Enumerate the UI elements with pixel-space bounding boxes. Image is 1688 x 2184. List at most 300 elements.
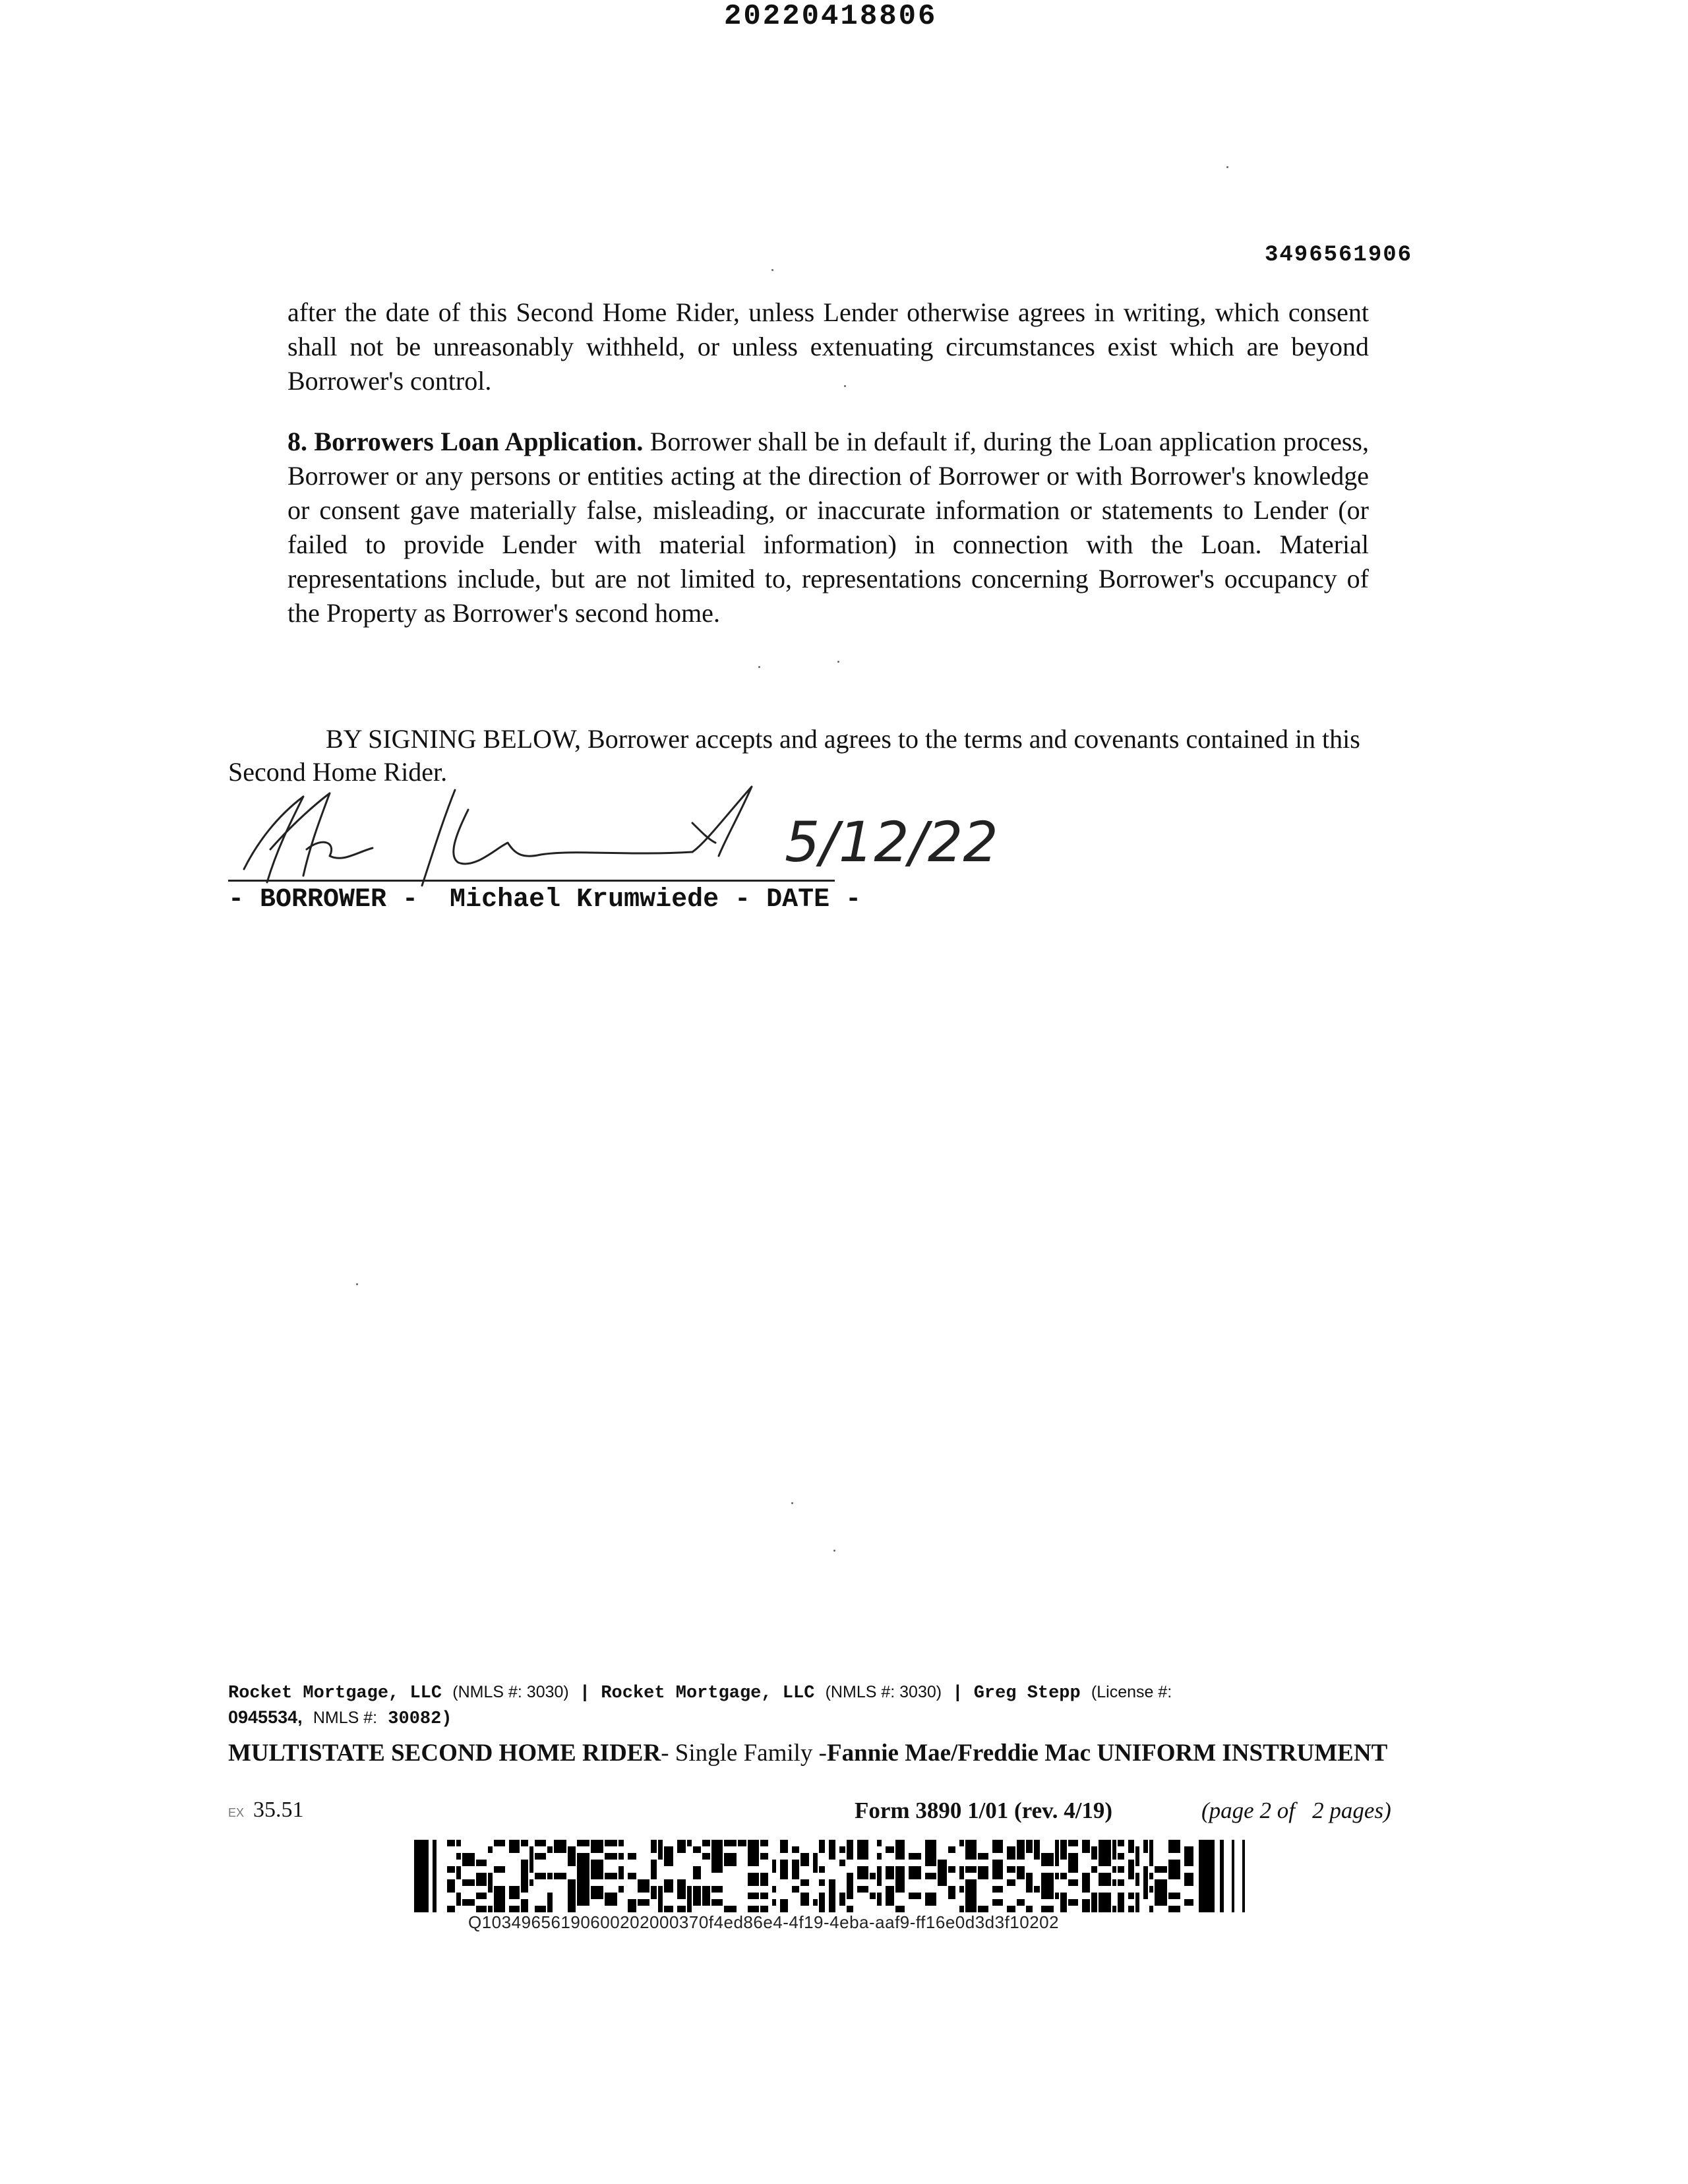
barcode-module bbox=[792, 1873, 799, 1879]
barcode-module bbox=[839, 1846, 845, 1853]
barcode-module bbox=[724, 1906, 737, 1912]
barcode-module bbox=[877, 1873, 882, 1879]
barcode-module bbox=[965, 1899, 977, 1906]
barcode-module bbox=[780, 1906, 788, 1912]
barcode-module bbox=[1091, 1906, 1097, 1912]
barcode-module bbox=[748, 1879, 759, 1886]
barcode-module bbox=[1168, 1840, 1180, 1846]
barcode-module bbox=[1041, 1879, 1054, 1886]
barcode-module bbox=[693, 1886, 701, 1893]
barcode-module bbox=[1007, 1853, 1015, 1860]
barcode-module bbox=[1155, 1893, 1167, 1899]
barcode-module bbox=[813, 1860, 818, 1866]
barcode-module bbox=[760, 1879, 768, 1886]
barcode-module bbox=[819, 1906, 825, 1912]
barcode-module bbox=[1135, 1853, 1139, 1860]
barcode-module bbox=[1060, 1893, 1067, 1899]
barcode-module bbox=[992, 1860, 1003, 1866]
barcode-module bbox=[529, 1879, 533, 1886]
barcode-module bbox=[829, 1906, 835, 1912]
barcode-module bbox=[1118, 1853, 1124, 1860]
barcode-module bbox=[819, 1893, 825, 1899]
barcode-module bbox=[1168, 1860, 1180, 1866]
lender-name-2: Rocket Mortgage, LLC bbox=[601, 1684, 815, 1703]
barcode-module bbox=[1091, 1846, 1097, 1853]
barcode-module bbox=[462, 1853, 475, 1860]
barcode-module bbox=[1060, 1906, 1067, 1912]
barcode-module bbox=[857, 1853, 868, 1860]
barcode-module bbox=[992, 1866, 1003, 1873]
barcode-module bbox=[488, 1873, 493, 1879]
barcode-module bbox=[877, 1899, 882, 1906]
barcode-module bbox=[748, 1873, 759, 1879]
barcode-module bbox=[1128, 1860, 1134, 1866]
barcode-module bbox=[1128, 1906, 1134, 1912]
barcode-module bbox=[677, 1840, 686, 1846]
barcode-module bbox=[577, 1853, 589, 1860]
barcode-module bbox=[948, 1846, 955, 1853]
barcode-module bbox=[456, 1899, 461, 1906]
barcode-module bbox=[1168, 1846, 1180, 1853]
barcode-module bbox=[829, 1899, 835, 1906]
barcode-module bbox=[711, 1886, 723, 1893]
barcode-module bbox=[591, 1860, 603, 1866]
barcode-module bbox=[938, 1879, 947, 1886]
barcode-module bbox=[1128, 1840, 1134, 1846]
barcode-module bbox=[651, 1886, 657, 1893]
barcode-module bbox=[886, 1866, 894, 1873]
barcode-module bbox=[877, 1853, 882, 1860]
form-title-subtype: - Single Family - bbox=[661, 1740, 827, 1767]
barcode-module bbox=[521, 1879, 528, 1886]
barcode-module bbox=[554, 1846, 566, 1853]
barcode-module bbox=[628, 1906, 636, 1912]
barcode-module bbox=[1034, 1840, 1040, 1846]
barcode-module bbox=[591, 1893, 603, 1899]
barcode-module bbox=[1149, 1840, 1153, 1846]
barcode-module bbox=[509, 1893, 520, 1899]
barcode-module bbox=[509, 1906, 520, 1912]
barcode-module bbox=[1118, 1879, 1124, 1886]
barcode-module bbox=[886, 1893, 894, 1899]
barcode-module bbox=[488, 1879, 493, 1886]
scan-speck bbox=[844, 385, 846, 387]
barcode-module bbox=[895, 1846, 905, 1853]
barcode-module bbox=[1099, 1873, 1111, 1879]
barcode-module bbox=[829, 1879, 835, 1886]
form-title-instrument: Fannie Mae/Freddie Mac UNIFORM INSTRUMENT bbox=[827, 1740, 1388, 1767]
barcode-module bbox=[760, 1840, 768, 1846]
barcode-module bbox=[925, 1893, 936, 1899]
barcode-module bbox=[857, 1846, 868, 1853]
barcode-module bbox=[780, 1873, 788, 1879]
barcode-module bbox=[456, 1853, 461, 1860]
barcode-module bbox=[702, 1893, 710, 1899]
barcode-module bbox=[456, 1866, 461, 1873]
barcode-module bbox=[748, 1846, 759, 1853]
barcode-module bbox=[877, 1879, 882, 1886]
barcode-module bbox=[535, 1840, 546, 1846]
page-info: (page 2 of 2 pages) bbox=[1201, 1798, 1391, 1823]
barcode-module bbox=[877, 1866, 882, 1873]
barcode-module bbox=[605, 1840, 617, 1846]
barcode-module bbox=[1118, 1866, 1124, 1873]
barcode-module bbox=[476, 1879, 487, 1886]
barcode-module bbox=[577, 1879, 589, 1886]
barcode-module bbox=[568, 1899, 576, 1906]
barcode-module bbox=[1041, 1853, 1054, 1860]
barcode-module bbox=[1112, 1853, 1116, 1860]
barcode-module bbox=[476, 1873, 487, 1879]
barcode-module bbox=[618, 1886, 624, 1893]
barcode-module bbox=[1034, 1853, 1040, 1860]
barcode-module bbox=[605, 1873, 617, 1879]
barcode-module bbox=[1155, 1886, 1167, 1893]
barcode-module bbox=[577, 1860, 589, 1866]
barcode-module bbox=[702, 1840, 710, 1846]
barcode-module bbox=[1184, 1846, 1193, 1853]
barcode-module bbox=[651, 1846, 657, 1853]
barcode-module bbox=[1041, 1893, 1054, 1899]
barcode-module bbox=[577, 1873, 589, 1879]
barcode-module bbox=[702, 1899, 710, 1906]
barcode-module bbox=[959, 1873, 964, 1879]
barcode-module bbox=[724, 1860, 737, 1866]
barcode-module bbox=[711, 1860, 723, 1866]
barcode-module bbox=[813, 1866, 818, 1873]
barcode-module bbox=[1055, 1873, 1059, 1879]
barcode-module bbox=[488, 1906, 493, 1912]
barcode-module bbox=[618, 1853, 624, 1860]
section-8-paragraph bbox=[287, 425, 1369, 630]
barcode-module bbox=[839, 1860, 845, 1866]
footer-lender-info: Rocket Mortgage, LLC (NMLS #: 3030) | Rocket Mortgage, LLC (NMLS #: 3030) | Greg Stepp (License #: 0945534, NMLS #: 30082) bbox=[228, 1683, 1172, 1729]
barcode-module bbox=[687, 1893, 692, 1899]
barcode-module bbox=[965, 1893, 977, 1899]
barcode-module bbox=[1017, 1866, 1025, 1873]
barcode-module bbox=[1118, 1899, 1124, 1906]
barcode-module bbox=[839, 1899, 845, 1906]
barcode-module bbox=[886, 1846, 894, 1853]
scan-speck bbox=[771, 269, 773, 271]
barcode-module bbox=[509, 1840, 520, 1846]
barcode-module bbox=[488, 1846, 493, 1853]
barcode-module bbox=[618, 1866, 624, 1873]
barcode-module bbox=[1135, 1860, 1139, 1866]
barcode-module bbox=[693, 1873, 701, 1879]
barcode-module bbox=[651, 1840, 657, 1846]
barcode-module bbox=[687, 1886, 692, 1893]
barcode-module bbox=[1149, 1846, 1153, 1853]
barcode-module bbox=[948, 1866, 955, 1873]
barcode-module bbox=[1143, 1840, 1148, 1846]
barcode-module bbox=[877, 1893, 882, 1899]
barcode-module bbox=[568, 1860, 576, 1866]
barcode-module bbox=[658, 1840, 663, 1846]
barcode-module bbox=[1055, 1893, 1059, 1899]
barcode-module bbox=[748, 1906, 759, 1912]
barcode-module bbox=[1034, 1886, 1040, 1893]
barcode-module bbox=[577, 1899, 589, 1906]
barcode-module bbox=[938, 1866, 947, 1873]
barcode-module bbox=[1143, 1879, 1148, 1886]
barcode-module bbox=[1017, 1873, 1025, 1879]
barcode-module bbox=[847, 1879, 853, 1886]
barcode-module bbox=[938, 1873, 947, 1879]
loan-number: 3496561906 bbox=[1265, 243, 1413, 268]
barcode-module bbox=[1026, 1879, 1033, 1886]
barcode-module bbox=[1184, 1873, 1193, 1879]
barcode-module bbox=[772, 1860, 776, 1866]
barcode-module bbox=[547, 1906, 553, 1912]
section-8-text: Borrower shall be in default if, during the Loan application process, Borrower or any persons or entities acting at the direction of Borrower or with Borrower's knowledge or consent gave materially false, misleading, or inaccurate information or statements to Lender (or failed to provide Lender with material information) in connection with the Loan. Material representations include, but are not limited to, representations concerning Borrower's occupancy of the Property as Borrower's second home. bbox=[287, 427, 1369, 628]
barcode-module bbox=[819, 1879, 825, 1886]
scan-speck bbox=[758, 666, 760, 668]
barcode-module bbox=[1068, 1866, 1078, 1873]
barcode-module bbox=[738, 1840, 746, 1846]
barcode-module bbox=[677, 1879, 686, 1886]
barcode-module bbox=[1184, 1853, 1193, 1860]
barcode-module bbox=[462, 1899, 475, 1906]
barcode-module bbox=[1068, 1899, 1078, 1906]
barcode-module bbox=[591, 1840, 603, 1846]
barcode-module bbox=[813, 1853, 818, 1860]
barcode-module bbox=[1091, 1866, 1097, 1873]
barcode-module bbox=[1184, 1899, 1193, 1906]
barcode-module bbox=[819, 1866, 825, 1873]
barcode-module bbox=[605, 1893, 617, 1899]
barcode-module bbox=[1068, 1879, 1078, 1886]
barcode-module bbox=[651, 1893, 657, 1899]
barcode-module bbox=[886, 1886, 894, 1893]
barcode-module bbox=[965, 1866, 977, 1873]
barcode-module bbox=[521, 1840, 528, 1846]
barcode-module bbox=[1091, 1853, 1097, 1860]
barcode-module bbox=[577, 1840, 589, 1846]
barcode-module bbox=[591, 1886, 603, 1893]
barcode-module bbox=[651, 1873, 657, 1879]
barcode-module bbox=[847, 1846, 853, 1853]
barcode-module bbox=[1068, 1860, 1078, 1866]
barcode-module bbox=[1143, 1866, 1148, 1873]
barcode-module bbox=[1055, 1846, 1059, 1853]
barcode-module bbox=[886, 1899, 894, 1906]
barcode-module bbox=[819, 1840, 825, 1846]
barcode-module bbox=[547, 1873, 553, 1879]
section-8-body bbox=[287, 425, 1369, 630]
barcode-module bbox=[1055, 1853, 1059, 1860]
barcode-module bbox=[895, 1873, 905, 1879]
barcode-module bbox=[748, 1893, 759, 1899]
barcode-module bbox=[895, 1853, 905, 1860]
barcode-module bbox=[658, 1893, 663, 1899]
barcode-module bbox=[638, 1886, 649, 1893]
barcode-module bbox=[521, 1899, 528, 1906]
barcode-module bbox=[1082, 1873, 1090, 1879]
barcode-module bbox=[568, 1846, 576, 1853]
barcode-module bbox=[1017, 1853, 1025, 1860]
barcode-text: Q10349656190600202000370f4ed86e4-4f19-4eba-aaf9-ff16e0d3d3f10202 bbox=[468, 1912, 1060, 1932]
barcode-module bbox=[1143, 1893, 1148, 1899]
barcode-module bbox=[658, 1899, 663, 1906]
recording-number: 20220418806 bbox=[724, 0, 938, 33]
barcode-module bbox=[909, 1893, 921, 1899]
scan-speck bbox=[791, 1502, 793, 1504]
barcode-module bbox=[1099, 1899, 1111, 1906]
barcode-module bbox=[1060, 1853, 1067, 1860]
barcode-module bbox=[1168, 1873, 1180, 1879]
barcode-module bbox=[476, 1893, 487, 1899]
barcode-module bbox=[780, 1866, 788, 1873]
barcode-module bbox=[792, 1860, 799, 1866]
barcode-module bbox=[447, 1886, 455, 1893]
barcode-module bbox=[568, 1853, 576, 1860]
barcode-module bbox=[1099, 1906, 1111, 1912]
barcode-module bbox=[1149, 1886, 1153, 1893]
barcode-module bbox=[978, 1853, 988, 1860]
barcode-module bbox=[711, 1853, 723, 1860]
barcode-module bbox=[772, 1899, 776, 1906]
form-code-value: 35.51 bbox=[253, 1798, 304, 1822]
barcode-module bbox=[494, 1893, 505, 1899]
barcode-module bbox=[1041, 1906, 1054, 1912]
barcode-module bbox=[895, 1840, 905, 1846]
barcode-module bbox=[577, 1886, 589, 1893]
barcode-module bbox=[1082, 1846, 1090, 1853]
barcode-module bbox=[857, 1873, 868, 1879]
barcode-module bbox=[870, 1893, 876, 1899]
barcode-module bbox=[909, 1873, 921, 1879]
barcode-module bbox=[535, 1853, 546, 1860]
barcode-module bbox=[948, 1893, 955, 1899]
barcode-module bbox=[509, 1846, 520, 1853]
barcode-module bbox=[1026, 1906, 1033, 1912]
barcode-module bbox=[711, 1840, 723, 1846]
barcode-module bbox=[605, 1899, 617, 1906]
barcode-module bbox=[509, 1886, 520, 1893]
barcode-module bbox=[938, 1860, 947, 1866]
barcode-module bbox=[819, 1899, 825, 1906]
barcode-module bbox=[547, 1846, 553, 1853]
barcode-module bbox=[547, 1893, 553, 1899]
barcode-module bbox=[664, 1853, 673, 1860]
barcode-module bbox=[895, 1906, 905, 1912]
barcode-module bbox=[1184, 1860, 1193, 1866]
barcode-module bbox=[965, 1879, 977, 1886]
barcode-module bbox=[1082, 1906, 1090, 1912]
license-number: 0945534, bbox=[228, 1707, 303, 1727]
barcode-module bbox=[760, 1906, 768, 1912]
form-code bbox=[228, 1798, 304, 1823]
barcode-module bbox=[959, 1886, 964, 1893]
barcode-module bbox=[895, 1886, 905, 1893]
barcode-module bbox=[1055, 1860, 1059, 1866]
lender-name-1: Rocket Mortgage, LLC bbox=[228, 1684, 442, 1703]
scan-speck bbox=[833, 1550, 835, 1552]
barcode-module bbox=[1026, 1873, 1033, 1879]
barcode-module bbox=[925, 1853, 936, 1860]
barcode-module bbox=[568, 1879, 576, 1886]
barcode-module bbox=[895, 1866, 905, 1873]
barcode-module bbox=[780, 1860, 788, 1866]
barcode-module bbox=[658, 1846, 663, 1853]
barcode-module bbox=[577, 1893, 589, 1899]
barcode-module bbox=[1026, 1846, 1033, 1853]
barcode-module bbox=[857, 1886, 868, 1893]
barcode-module bbox=[780, 1840, 788, 1846]
barcode-module bbox=[664, 1879, 673, 1886]
barcode-module bbox=[447, 1906, 455, 1912]
barcode-module bbox=[1128, 1866, 1134, 1873]
barcode-module bbox=[1099, 1879, 1111, 1886]
barcode-module bbox=[909, 1853, 921, 1860]
barcode-module bbox=[948, 1886, 955, 1893]
barcode-module bbox=[857, 1840, 868, 1846]
barcode-module bbox=[829, 1893, 835, 1899]
barcode-module bbox=[1135, 1899, 1139, 1906]
barcode-module bbox=[529, 1866, 533, 1873]
barcode-module bbox=[724, 1853, 737, 1860]
barcode-module bbox=[521, 1906, 528, 1912]
barcode-module bbox=[677, 1846, 686, 1853]
loan-officer-name: Greg Stepp bbox=[973, 1684, 1081, 1703]
form-title bbox=[228, 1738, 1389, 1769]
barcode-module bbox=[925, 1899, 936, 1906]
barcode-module bbox=[462, 1879, 475, 1886]
barcode-module bbox=[965, 1840, 977, 1846]
barcode-module bbox=[476, 1860, 487, 1866]
barcode-module bbox=[638, 1879, 649, 1886]
barcode-module bbox=[1082, 1886, 1090, 1893]
barcode-module bbox=[687, 1840, 692, 1846]
barcode-module bbox=[1143, 1886, 1148, 1893]
barcode-module bbox=[1112, 1879, 1116, 1886]
barcode-guard bbox=[433, 1840, 437, 1912]
barcode-module bbox=[568, 1893, 576, 1899]
barcode-module bbox=[1007, 1906, 1015, 1912]
barcode-module bbox=[456, 1893, 461, 1899]
barcode-module bbox=[628, 1853, 636, 1860]
barcode-module bbox=[978, 1866, 988, 1873]
barcode-module bbox=[1118, 1840, 1124, 1846]
barcode-module bbox=[965, 1853, 977, 1860]
barcode-module bbox=[1112, 1846, 1116, 1853]
barcode-guard bbox=[1199, 1840, 1215, 1912]
signature-line bbox=[228, 880, 835, 882]
scan-speck bbox=[1226, 166, 1228, 168]
barcode-module bbox=[693, 1866, 701, 1873]
barcode-module bbox=[1143, 1873, 1148, 1879]
barcode-module bbox=[664, 1846, 673, 1853]
barcode-module bbox=[760, 1853, 768, 1860]
barcode-module bbox=[577, 1866, 589, 1873]
barcode-module bbox=[628, 1899, 636, 1906]
barcode-module bbox=[1112, 1906, 1116, 1912]
barcode-module bbox=[1118, 1906, 1124, 1912]
barcode-module bbox=[1149, 1860, 1153, 1866]
barcode-module bbox=[664, 1860, 673, 1866]
officer-nmls-label: NMLS #: bbox=[313, 1709, 378, 1727]
barcode-module bbox=[724, 1840, 737, 1846]
handwritten-date: 5/12/22 bbox=[785, 810, 998, 874]
barcode-guard bbox=[414, 1840, 429, 1912]
barcode-module bbox=[711, 1866, 723, 1873]
barcode-module bbox=[992, 1886, 1003, 1893]
barcode-module bbox=[664, 1886, 673, 1893]
form-number: Form 3890 1/01 (rev. 4/19) bbox=[855, 1798, 1113, 1823]
barcode-module bbox=[456, 1873, 461, 1879]
barcode-module bbox=[886, 1873, 894, 1879]
